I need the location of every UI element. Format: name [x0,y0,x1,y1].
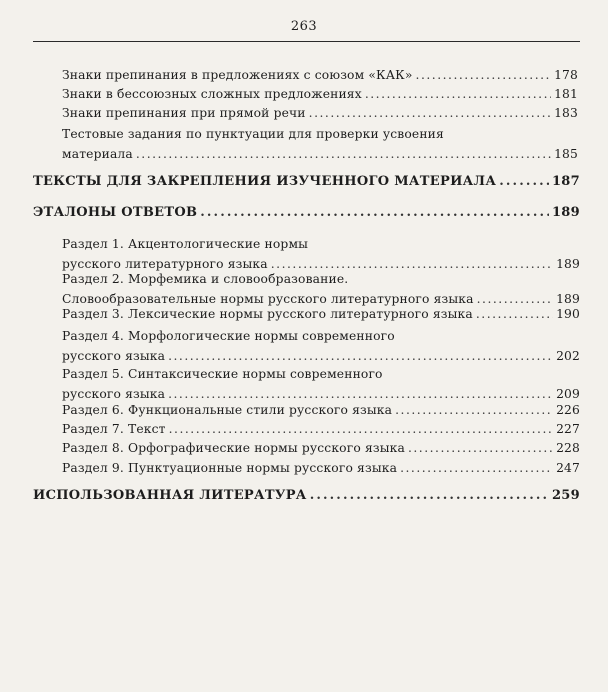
toc-entry-title: Знаки препинания в предложениях с союзом «КАК» [62,68,413,82]
toc-line [62,272,580,286]
toc-leader-dots [476,307,553,321]
toc-page-number: 185 [554,147,578,161]
toc-leader-dots [169,422,553,436]
toc-line [62,147,578,161]
toc-page-number: 228 [556,441,580,455]
toc-line [62,106,578,120]
toc-leader-dots [365,87,551,101]
toc-page-number: 178 [554,68,578,82]
toc-line [62,329,580,343]
toc-line [62,68,578,82]
toc-page-number: 227 [556,422,580,436]
toc-leader-dots [477,292,553,306]
toc-leader-dots [395,403,553,417]
toc-entry-title: Раздел 4. Морфологические нормы современного [62,329,395,343]
toc-entry-title: русского языка [62,387,166,401]
toc-entry-title: русского языка [62,349,166,363]
toc-entry-title: Знаки препинания при прямой речи [62,106,306,120]
toc-entry-title: Раздел 9. Пунктуационные нормы русского языка [62,461,398,475]
toc-page-number: 189 [556,292,580,306]
toc-line [33,174,580,189]
toc-entry-title: ТЕКСТЫ ДЛЯ ЗАКРЕПЛЕНИЯ ИЗУЧЕННОГО МАТЕРИАЛА [33,174,497,189]
toc-entry-title: русского литературного языка [62,257,268,271]
toc-line [62,87,578,101]
toc-entry-title: ЭТАЛОНЫ ОТВЕТОВ [33,205,198,220]
toc-page-number: 226 [556,403,580,417]
header-rule [33,41,580,42]
toc-entry-title: Тестовые задания по пунктуации для проверки усвоения [62,127,444,141]
toc-leader-dots [310,488,549,503]
toc-page-number: 190 [556,307,580,321]
toc-leader-dots [168,387,553,401]
toc-page-number: 209 [556,387,580,401]
toc-line [62,422,580,436]
toc-leader-dots [416,68,552,82]
toc-leader-dots [408,441,553,455]
toc-entry-title: Словообразовательные нормы русского литературного языка [62,292,474,306]
toc-leader-dots [499,174,549,189]
toc-line [62,292,580,306]
toc-leader-dots [271,257,553,271]
toc-entry-title: Знаки в бессоюзных сложных предложениях [62,87,362,101]
toc-line [33,488,580,503]
toc-page-number: 202 [556,349,580,363]
toc-leader-dots [309,106,551,120]
toc-page-number: 189 [556,257,580,271]
toc-line [62,127,578,141]
toc-line [62,461,580,475]
toc-entry-title: Раздел 5. Синтаксические нормы современного [62,367,383,381]
toc-entry-title: материала [62,147,133,161]
toc-entry-title: Раздел 2. Морфемика и словообразование. [62,272,349,286]
toc-leader-dots [168,349,553,363]
toc-line [62,307,580,321]
toc-page-number: 247 [556,461,580,475]
toc-page-number: 189 [551,205,580,220]
toc-entry-title: Раздел 8. Орфографические нормы русского языка [62,441,405,455]
toc-line [33,205,580,220]
toc-entry-title: Раздел 3. Лексические нормы русского литературного языка [62,307,473,321]
toc-line [62,349,580,363]
toc-line [62,441,580,455]
toc-leader-dots [200,205,549,220]
toc-entry-title: Раздел 7. Текст [62,422,166,436]
toc-page-number: 187 [551,174,580,189]
toc-leader-dots [400,461,553,475]
toc-line [62,257,580,271]
toc-page-number: 183 [554,106,578,120]
page-number: 263 [290,19,318,34]
toc-page-number: 181 [554,87,578,101]
toc-entry-title: Раздел 6. Функциональные стили русского языка [62,403,393,417]
toc-page-number: 259 [551,488,580,503]
toc-leader-dots [136,147,551,161]
toc-entry-title: ИСПОЛЬЗОВАННАЯ ЛИТЕРАТУРА [33,488,307,503]
toc-line [62,403,580,417]
toc-entry-title: Раздел 1. Акцентологические нормы [62,237,309,251]
toc-line [62,387,580,401]
toc-line [62,367,580,381]
toc-line [62,237,580,251]
